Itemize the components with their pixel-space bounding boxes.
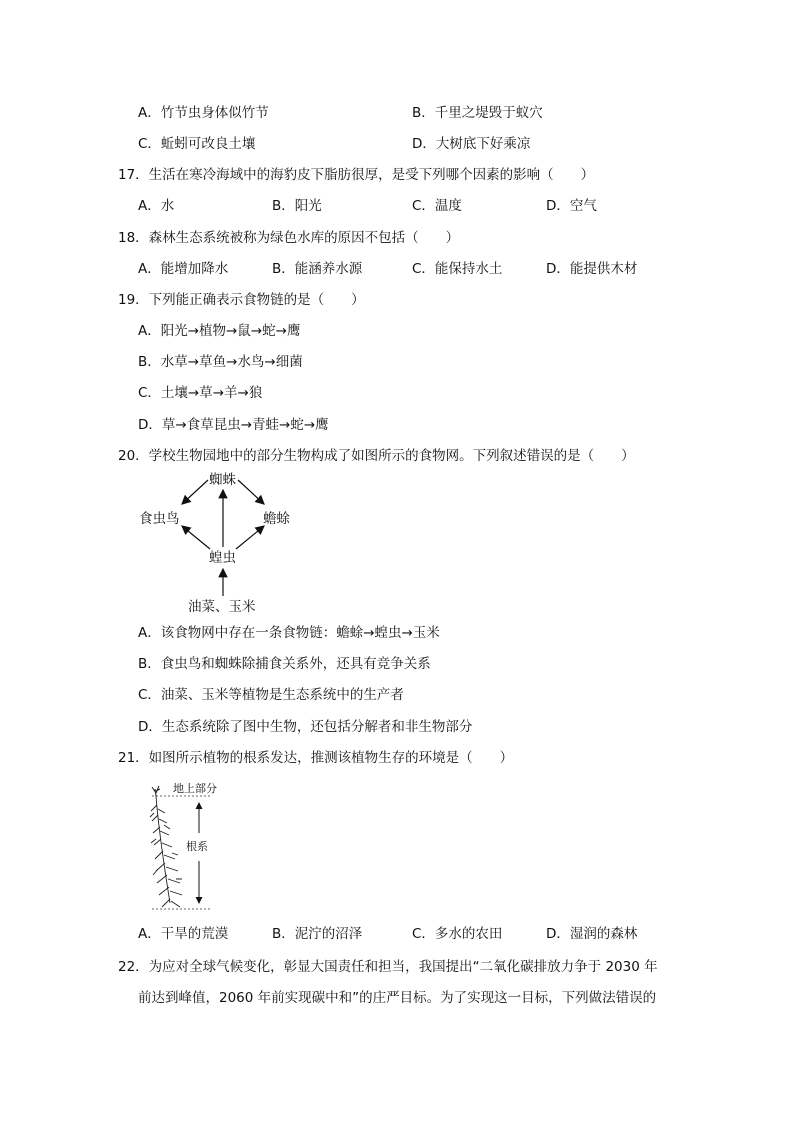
q20-option-a: A．该食物网中存在一条食物链：蟾蜍→蝗虫→玉米 xyxy=(138,625,440,641)
root-system-figure xyxy=(148,783,248,913)
q18-option-d: D．能提供木材 xyxy=(546,261,638,277)
q20-option-d: D．生态系统除了图中生物，还包括分解者和非生物部分 xyxy=(138,719,473,735)
q20-stem: 20．学校生物园地中的部分生物构成了如图所示的食物网。下列叙述错误的是（ ） xyxy=(118,448,635,464)
arrow-spider-to-toad xyxy=(238,480,264,504)
q21-option-d: D．湿润的森林 xyxy=(546,926,638,942)
food-web-locust: 蝗虫 xyxy=(209,550,236,566)
q17-option-a: A．水 xyxy=(138,198,175,214)
q18-option-a: A．能增加降水 xyxy=(138,261,229,277)
q22-stem-line1: 22．为应对全球气候变化，彰显大国责任和担当，我国提出“二氧化碳排放力争于 2030 年 xyxy=(118,959,658,975)
q16-option-a: A．竹节虫身体似竹节 xyxy=(138,105,269,121)
arrow-locust-to-toad xyxy=(236,526,264,549)
q21-stem: 21．如图所示植物的根系发达，推测该植物生存的环境是（ ） xyxy=(118,750,514,766)
q19-stem: 19．下列能正确表示食物链的是（ ） xyxy=(118,292,365,308)
arrow-spider-to-bird xyxy=(182,480,208,504)
label-root-system: 根系 xyxy=(186,840,208,853)
plant-shoot xyxy=(152,786,160,796)
q18-option-c: C．能保持水土 xyxy=(412,261,503,277)
q16-option-d: D．大树底下好乘凉 xyxy=(412,136,531,152)
q16-option-c: C．蚯蚓可改良土壤 xyxy=(138,136,256,152)
q16-option-b: B．千里之堤毁于蚁穴 xyxy=(412,105,543,121)
root-branches xyxy=(150,796,182,907)
q17-option-c: C．温度 xyxy=(412,198,462,214)
food-web-plants: 油菜、玉米 xyxy=(188,599,256,615)
q19-option-a: A．阳光→植物→鼠→蛇→鹰 xyxy=(138,323,301,339)
q20-option-c: C．油菜、玉米等植物是生态系统中的生产者 xyxy=(138,687,404,703)
q18-option-b: B．能涵养水源 xyxy=(272,261,363,277)
q21-option-b: B．泥泞的沼泽 xyxy=(272,926,363,942)
food-web-spider: 蜘蛛 xyxy=(209,472,236,488)
q20-option-b: B．食虫鸟和蜘蛛除捕食关系外，还具有竞争关系 xyxy=(138,656,431,672)
q19-option-d: D．草→食草昆虫→青蛙→蛇→鹰 xyxy=(138,417,329,433)
q22-stem-line2: 前达到峰值，2060 年前实现碳中和”的庄严目标。为了实现这一目标，下列做法错误的 xyxy=(138,990,657,1006)
q17-stem: 17．生活在寒冷海域中的海豹皮下脂肪很厚，是受下列哪个因素的影响（ ） xyxy=(118,167,595,183)
food-web-diagram xyxy=(130,468,330,618)
food-web-insectivorous-bird: 食虫鸟 xyxy=(139,511,180,527)
arrow-locust-to-bird xyxy=(182,526,210,549)
q18-stem: 18．森林生态系统被称为绿色水库的原因不包括（ ） xyxy=(118,230,460,246)
q17-option-b: B．阳光 xyxy=(272,198,322,214)
food-web-toad: 蟾蜍 xyxy=(263,511,290,527)
q21-option-a: A．干旱的荒漠 xyxy=(138,926,229,942)
q19-option-b: B．水草→草鱼→水鸟→细菌 xyxy=(138,354,303,370)
q17-option-d: D．空气 xyxy=(546,198,597,214)
food-web-arrows xyxy=(130,468,330,618)
q19-option-c: C．土壤→草→羊→狼 xyxy=(138,385,263,401)
q21-option-c: C．多水的农田 xyxy=(412,926,503,942)
label-above-ground: 地上部分 xyxy=(173,782,217,795)
